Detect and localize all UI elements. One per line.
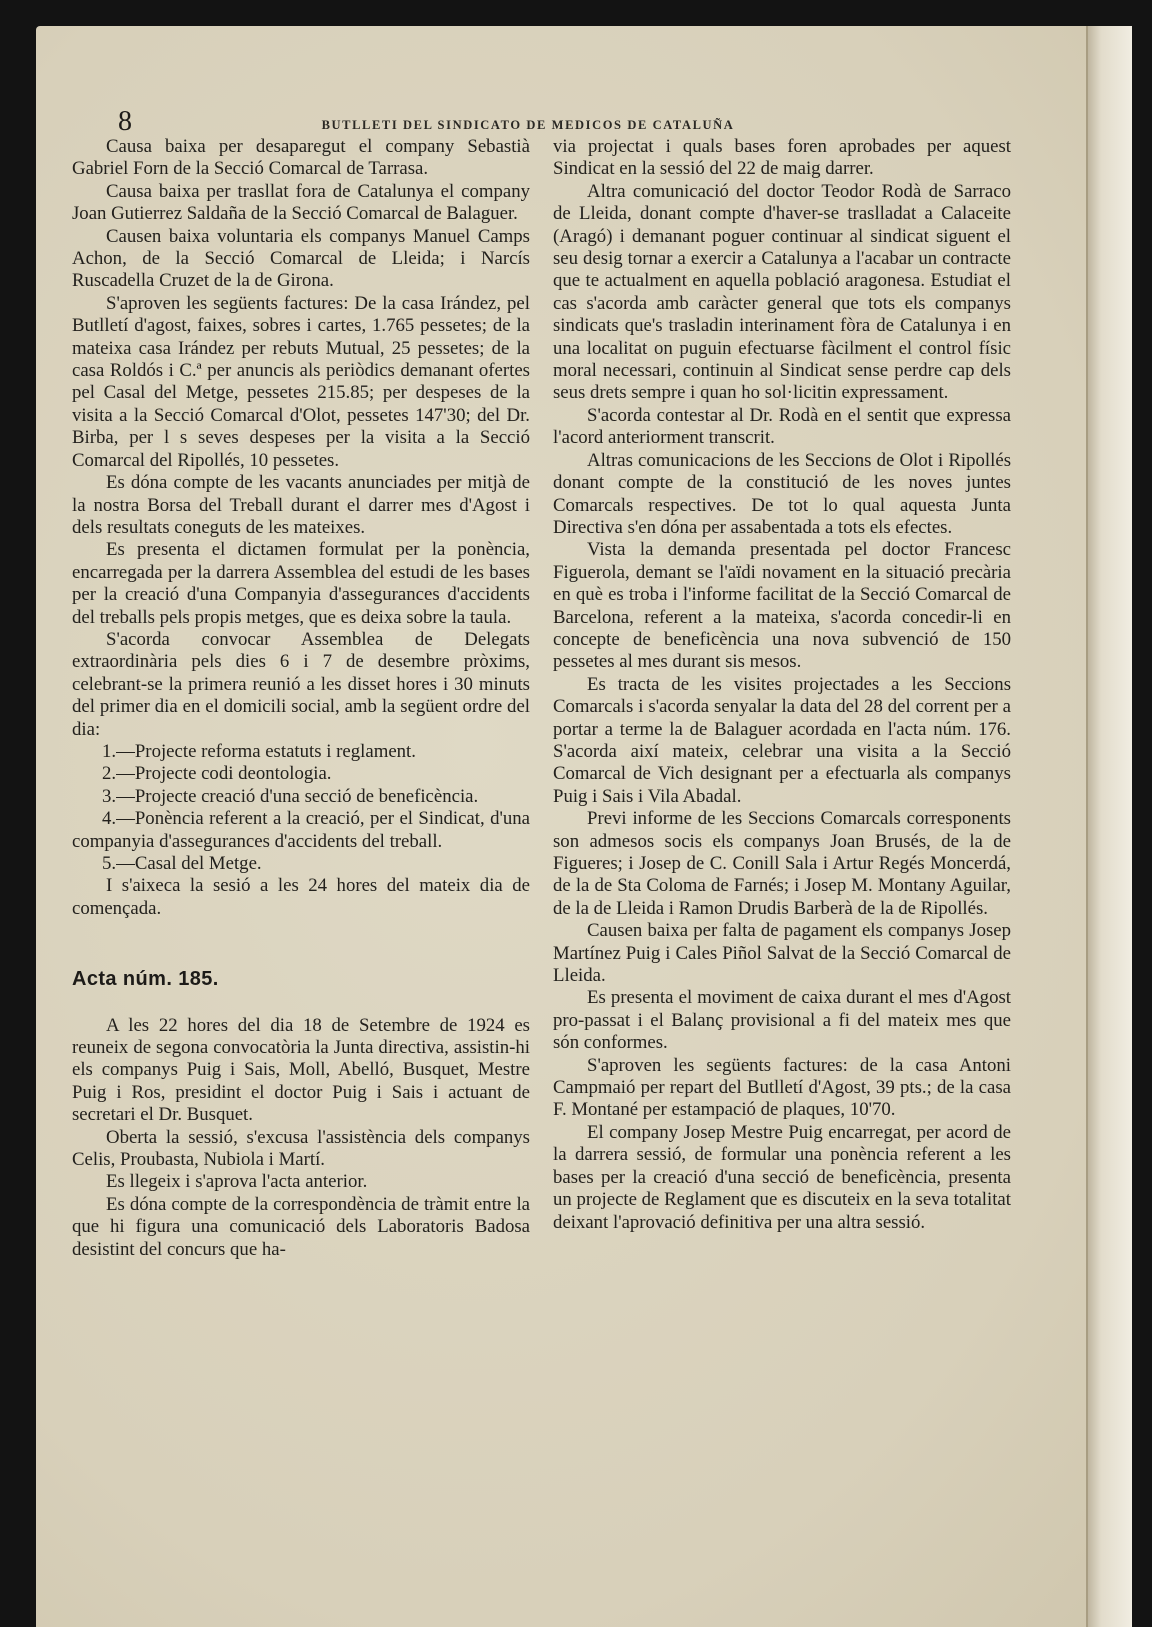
agenda-item: 3.—Projecte creació d'una secció de beneficència. [102,785,479,807]
paragraph-continued: via projectat i quals bases foren aprobades per aquest Sindicat en la sessió del 22 de maig darrer. [553,136,1011,180]
header-title: BUTLLETI DEL SINDICATO DE MEDICOS DE CATALUÑA [321,118,735,132]
paragraph: Vista la demanda presentada pel doctor Francesc Figuerola, demant se l'aïdi novament en la situació precària en què es troba i l'informe facilitat de la Secció Comarcal de Barcelona, referent a la mateixa, s'acorda concedir-li en concepte de beneficència una nova subvenció de 150 pessetes al mes durant sis mesos. [553,539,1011,673]
paragraph: Altra comunicació del doctor Teodor Rodà de Sarraco de Lleida, donant compte d'haver-se traslladat a Calaceite (Aragó) i demanant poguer continuar al sindicat siguent el seu desig tornar a exercir a Catalunya a l'acabar un contracte que te actualment en aquella població aragonesa. Estudiat el cas s'acorda amb caràcter general que tots els companys sindicats que's trasladin interinament fòra de Catalunya i en una localitat on puguin efectuarse fàcilment el control físic moral necessari, continuin al Sindicat sense perdre cap dels seus drets sempre i quan ho sol·licitin expressament. [553,180,1011,404]
paragraph: S'aproven les següents factures: de la casa Antoni Campmaió per repart del Butlletí d'Agost, 39 pts.; de la casa F. Montané per estampació de plaques, 10'70. [553,1054,1011,1121]
left-column [72,136,530,1261]
page-edge [1086,26,1132,1627]
paragraph: S'aproven les següents factures: De la casa Irández, pel Butlletí d'agost, faixes, sobres i cartes, 1.765 pessetes; de la mateixa casa Irández per rebuts Mutual, 25 pessetes; de la casa Roldós i C.ª per anuncis als periòdics demanant ofertes pel Casal del Metge, pessetes 215.85; per despeses de la visita a la Secció Comarcal d'Olot, pessetes 147'30; del Dr. Birba, per l s seves despeses per la visita a la Secció Comarcal del Ripollés, 10 pessetes. [72,292,530,471]
paragraph: Es presenta el dictamen formulat per la ponència, encarregada per la darrera Assemblea del estudi de les bases per la creació d'una Companyia d'assegurances d'accidents del treballs pels propis metges, que es deixa sobre la taula. [72,539,530,628]
paragraph: Es dóna compte de les vacants anunciades per mitjà de la nostra Borsa del Treball durant el darrer mes d'Agost i dels resultats coneguts de les mateixes. [72,472,530,538]
acta-heading: Acta núm. 185. [72,968,219,991]
paragraph: Es tracta de les visites projectades a les Seccions Comarcals i s'acorda senyalar la data del 28 del corrent per a portar a terme la de Balaguer acordada en l'acta núm. 176. S'acorda així mateix, celebrar una visita a la Secció Comarcal de Vich designant per a efectuarla als companys Puig i Sais i Vila Abadal. [553,673,1011,807]
paragraph: Altras comunicacions de les Seccions de Olot i Ripollés donant compte de la constitució de les noves juntes Comarcals respectives. De tot lo qual aquesta Junta Directiva s'en dóna per assabentada a tots els efectes. [553,449,1011,538]
paragraph: Es llegeix i s'aprova l'acta anterior. [106,1171,368,1193]
agenda-item: 2.—Projecte codi deontologia. [102,763,332,785]
agenda-item: 5.—Casal del Metge. [102,853,262,874]
right-column [553,136,1011,1234]
paragraph: Previ informe de les Seccions Comarcals corresponents son admesos socis els companys Joan Brusés, de la de Figueres; i Josep de C. Conill Sala i Artur Regés Moncerdá, de la de Sta Coloma de Farnés; i Josep M. Montany Aguilar, de la de Lleida i Ramon Drudis Barberà de la de Ripollés. [553,808,1011,919]
paragraph: S'acorda convocar Assemblea de Delegats extraordinària pels dies 6 i 7 de desembre pròxims, celebrant-se la primera reunió a les disset hores i 30 minuts del primer dia en el domicili social, amb la següent ordre del dia: [72,628,530,740]
paragraph: Causa baixa per trasllat fora de Catalunya el company Joan Gutierrez Saldaña de la Secció Comarcal de Balaguer. [72,180,530,225]
paragraph: Oberta la sessió, s'excusa l'assistència dels companys Celis, Proubasta, Nubiola i Martí. [72,1126,530,1171]
page-number: 8 [118,106,132,137]
paragraph: A les 22 hores del dia 18 de Setembre de 1924 es reuneix de segona convocatòria la Junta directiva, assistin-hi els companys Puig i Sais, Moll, Abelló, Busquet, Mestre Puig i Ros, presidint el doctor Puig i Sais i actuant de secretari el Dr. Busquet. [72,1014,530,1126]
paragraph: Es dóna compte de la correspondència de tràmit entre la que hi figura una comunicació dels Laboratoris Badosa desistint del concurs que ha- [72,1193,530,1260]
agenda-item: 1.—Projecte reforma estatuts i reglament. [102,740,416,762]
paragraph: S'acorda contestar al Dr. Rodà en el sentit que expressa l'acord anteriorment transcrit. [553,404,1011,449]
paragraph: El company Josep Mestre Puig encarregat, per acord de la darrera sessió, de formular una ponència referent a les bases per la creació d'una secció de beneficència, presenta un projecte de Reglament que es discuteix en la seva totalitat deixant l'aprovació definitiva per una altra sessió. [553,1121,1011,1233]
paragraph: Es presenta el moviment de caixa durant el mes d'Agost pro-passat i el Balanç provisional a fi del mateix mes que són conformes. [553,987,1011,1054]
paragraph: I s'aixeca la sesió a les 24 hores del mateix dia de començada. [72,875,530,919]
paragraph: Causa baixa per desaparegut el company Sebastià Gabriel Forn de la Secció Comarcal de Tarrasa. [72,136,530,180]
agenda-item: 4.—Ponència referent a la creació, per el Sindicat, d'una companyia d'assegurances d'accidents del treball. [72,808,530,852]
paragraph: Causen baixa voluntaria els companys Manuel Camps Achon, de la Secció Comarcal de Lleida; i Narcís Ruscadella Cruzet de la de Girona. [72,225,530,292]
paragraph: Causen baixa per falta de pagament els companys Josep Martínez Puig i Cales Piñol Salvat de la Secció Comarcal de Lleida. [553,920,1011,987]
